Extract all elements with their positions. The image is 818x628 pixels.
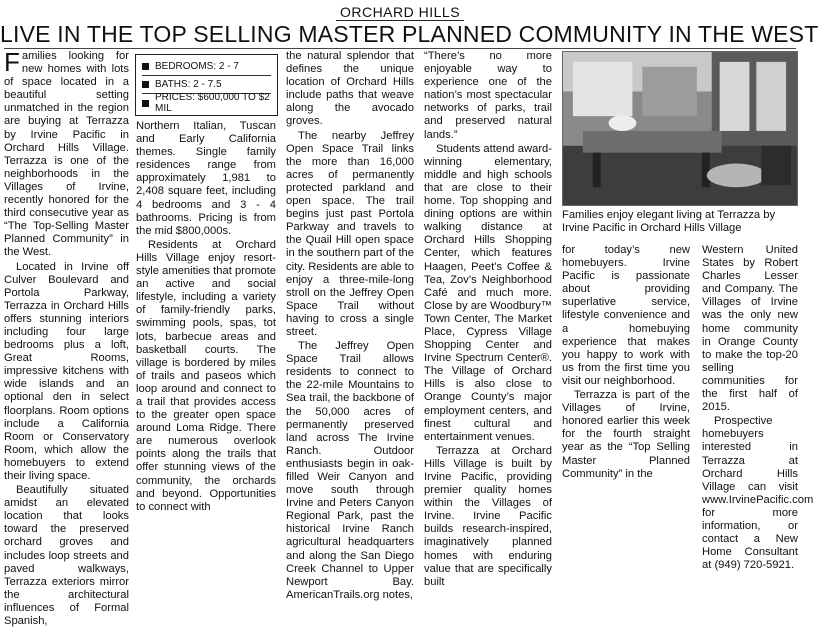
article-paragraph: “There’s no more enjoyable way to experience one of the nation’s most spectacular networks of parks, trail and preserved natural lands.” [424, 50, 552, 141]
article-column-6 [702, 244, 814, 572]
article-paragraph: The Jeffrey Open Space Trail allows residents to connect to the 22-mile Mountains to Sea trail, the backbone of the 50,000 acres of permanently preserved land across The Irvine Ranch. Outdoor enthusiasts begin in oak-filled Weir Canyon and move south through Irvine and Peters Canyon Regional Park, past the historical Irvine Ranch agricultural headquarters and along the San Diego Creek Channel to Upper Newport Bay. AmericanTrails.org notes, [286, 340, 414, 601]
paragraph-text: amilies looking for new homes with lots of space located in a beautiful setting unmatched in the region are buying at Terrazza by Irvine Pacific in Orchard Hills Village. Terrazza is one of the neighborhoods in the Villages of Irvine, recently honored for the third consecutive year as “The Top-Selling Master Planned Community” in the West. [4, 50, 129, 259]
article-paragraph: Beautifully situated amidst an elevated location that looks toward the preserved orchard groves and includes loop streets and paved walkways, Terrazza exteriors mirror the architectural influences of Formal Spanish, [4, 484, 129, 628]
article-column-1 [4, 47, 129, 628]
article-paragraph: The nearby Jeffrey Open Space Trail links the more than 16,000 acres of permanently protected parkland and open space. The trail begins just past Portola Parkway and travels to the Quail Hill open space in the southern part of the city. Residents are able to enjoy a three-mile-long stroll on the Jeffrey Open Space Trail without having to cross a single street. [286, 129, 414, 338]
article-paragraph: Students attend award-winning elementary, middle and high schools that are close to their home. Top shopping and dining options are within walking distance at Orchard Hills Shopping Center, which features Haagen, Peet’s Coffee & Tea, Zov’s Neighborhood Café and much more. Close by are Woodbury™ Town Center, The Market Place, Cypress Village Shopping Center and Irvine Spectrum Center®. The Village of Orchard Hills is also close to Orange County’s major employment centers, and finest cultural and entertainment venues. [424, 142, 552, 443]
headline-rule [4, 48, 796, 49]
fact-box [135, 54, 278, 116]
fact-row-prices [142, 94, 271, 112]
square-bullet-icon [142, 81, 149, 88]
drop-cap: F [4, 47, 20, 77]
section-label-text: ORCHARD HILLS [336, 4, 464, 21]
square-bullet-icon [142, 100, 149, 107]
article-paragraph: Western United States by Robert Charles Lesser and Company. The Villages of Irvine was the only new home community in Orange County to make the top-20 selling communities for the first half of 2015. [702, 244, 798, 414]
article-paragraph: Prospective homebuyers interested in Terrazza at Orchard Hills Village can visit www.IrvinePacific.com for more information, or contact a New Home Consultant at (949) 720-5921. [702, 415, 814, 572]
section-label [0, 4, 800, 20]
interior-photo [562, 51, 798, 206]
article-column-4 [424, 50, 552, 588]
interior-photo-image [563, 52, 797, 205]
article-paragraph: Terrazza is part of the Villages of Irvine, honored earlier this week for the fourth straight year as the “Top Selling Master Planned Community” in the [562, 389, 690, 480]
article-paragraph: Northern Italian, Tuscan and Early California themes. Single family residences range from approximately 1,981 to 2,408 square feet, including 4 bedrooms and 3 - 4 bathrooms. Pricing is from the mid $800,000s. [136, 120, 276, 237]
fact-text: PRICES: $600,000 TO $2 MIL [155, 92, 270, 114]
fact-row-bedrooms [142, 58, 271, 76]
article-column-3 [286, 50, 414, 601]
photo-caption: Families enjoy elegant living at Terrazza by Irvine Pacific in Orchard Hills Village [562, 209, 776, 234]
article-paragraph: Terrazza at Orchard Hills Village is built by Irvine Pacific, providing premier quality homes within the Villages of Irvine. Irvine Pacific builds research-inspired, imaginatively planned homes with enduring value that are specifically built [424, 444, 552, 588]
article-paragraph [4, 47, 129, 260]
article-paragraph: the natural splendor that defines the unique location of Orchard Hills include paths that weave along the avocado groves. [286, 50, 414, 128]
article-column-2 [136, 120, 276, 513]
article-column-5 [562, 244, 690, 480]
headline: LIVE IN THE TOP SELLING MASTER PLANNED COMMUNITY IN THE WEST [0, 21, 818, 47]
square-bullet-icon [142, 63, 149, 70]
fact-text: BATHS: 2 - 7.5 [155, 79, 222, 90]
article-paragraph: Located in Irvine off Culver Boulevard and Portola Parkway, Terrazza in Orchard Hills offers stunning interiors including four large bedrooms plus a loft, Great Rooms, impressive kitchens with wide islands and an optional den in select floorplans. Room options include a California Room or Conservatory Room, which allow the homebuyers to extend their living space. [4, 260, 129, 482]
article-paragraph: Residents at Orchard Hills Village enjoy resort-style amenities that promote an active and social lifestyle, including a variety of family-friendly parks, swimming pools, spas, tot lots, barbecue areas and basketball courts. The village is bordered by miles of trails and paseos which loop around and connect to a trail that provides access to the greater open space around Loma Ridge. There are numerous overlook points along the trails that offer stunning views of the community, the orchards and beyond. Opportunities to connect with [136, 238, 276, 513]
fact-text: BEDROOMS: 2 - 7 [155, 61, 239, 72]
article-paragraph: for today’s new homebuyers. Irvine Pacific is passionate about providing superlative service, lifestyle convenience and a homebuying experience that makes you happy to work with us from the first time you visit our neighborhood. [562, 244, 690, 387]
